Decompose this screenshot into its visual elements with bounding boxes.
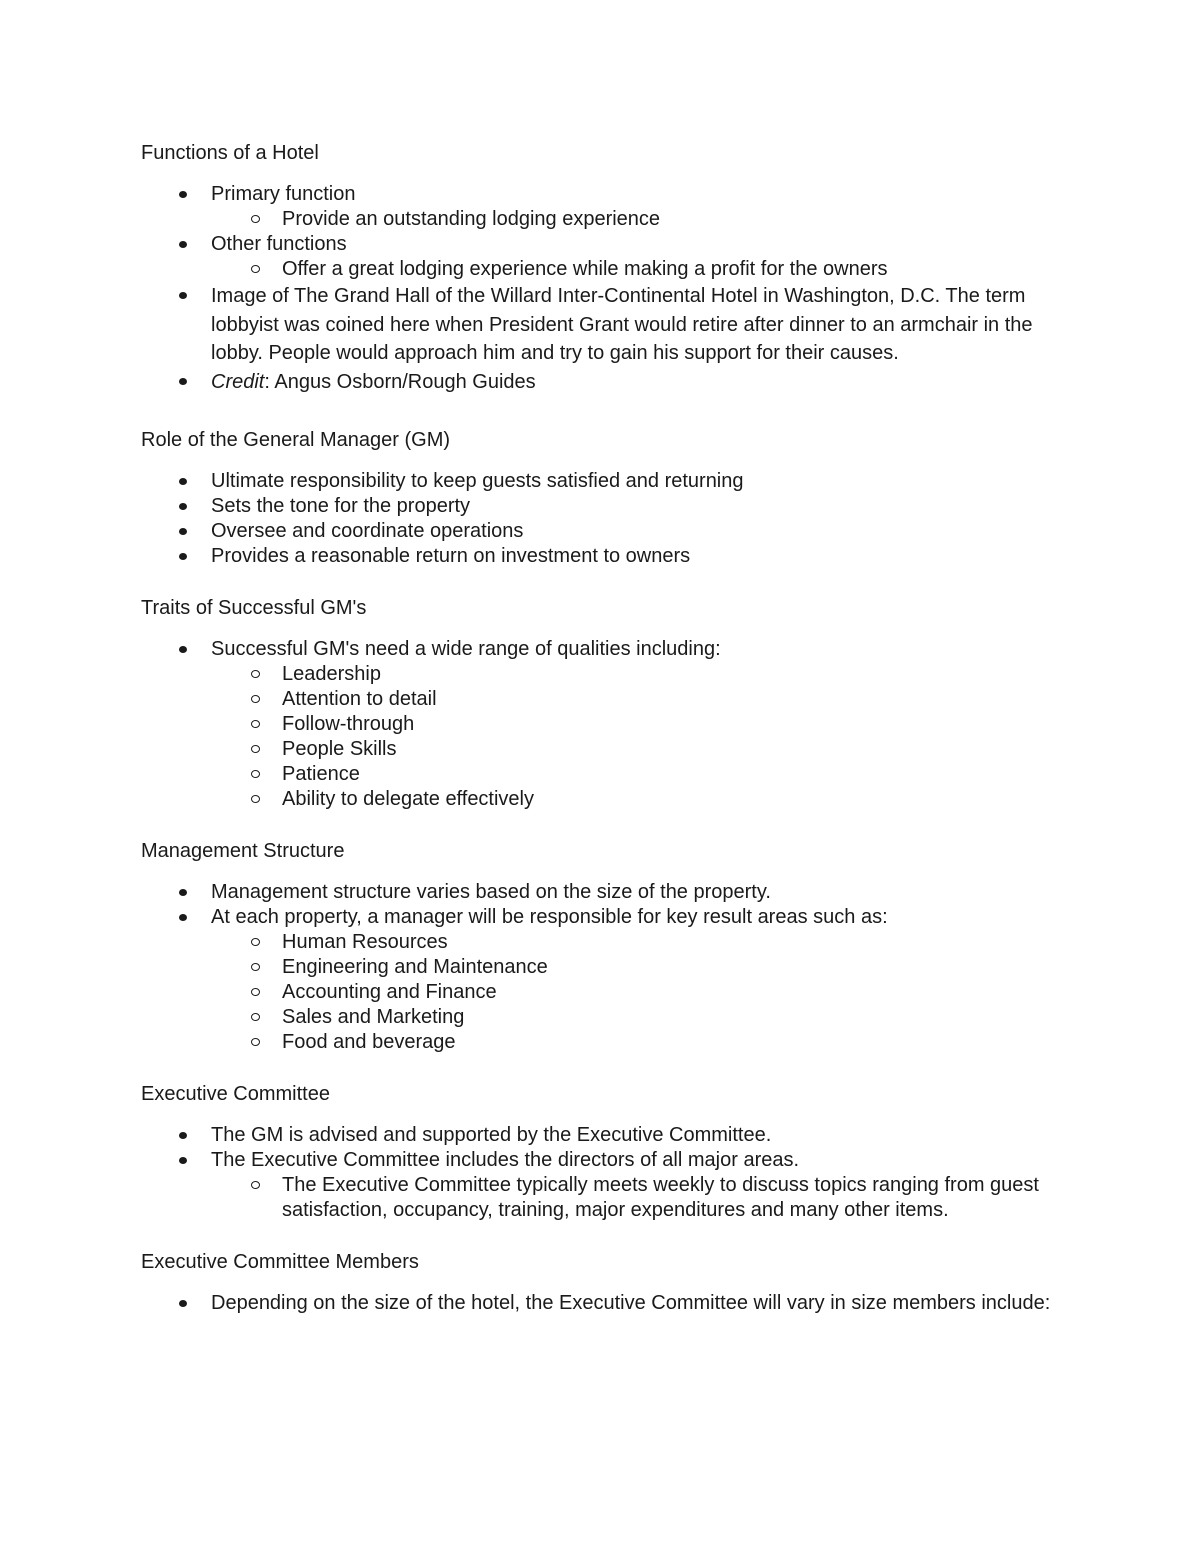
sub-list-item-text: The Executive Committee typically meets weekly to discuss topics ranging from guest satisfaction, occupancy, training, major expenditures and many other items. [282, 1174, 1039, 1221]
sub-list-item-text: Engineering and Maintenance [282, 956, 548, 978]
hollow-bullet-icon [251, 745, 260, 753]
sub-list-item-text: Attention to detail [282, 688, 437, 710]
list-item [141, 544, 1051, 569]
sub-list-item [211, 737, 1051, 762]
section-traits-of-gms [141, 596, 1051, 812]
sub-list-item [211, 712, 1051, 737]
bullet-icon [179, 646, 187, 653]
list-item [141, 232, 1051, 282]
list-item [141, 182, 1051, 232]
section-heading: Executive Committee Members [141, 1251, 419, 1273]
list-item [141, 282, 1051, 368]
hollow-bullet-icon [251, 1038, 260, 1046]
bullet-list [141, 880, 1051, 1055]
hollow-bullet-icon [251, 215, 260, 223]
list-item-text: Primary function [211, 183, 356, 205]
sub-list-item [211, 1030, 1051, 1055]
sub-list-item-text: Offer a great lodging experience while making a profit for the owners [282, 258, 888, 280]
section-executive-committee [141, 1082, 1051, 1223]
bullet-icon [179, 1132, 187, 1139]
list-item [141, 368, 1051, 397]
sub-list-item-text: Human Resources [282, 931, 448, 953]
section-heading: Functions of a Hotel [141, 142, 319, 164]
sub-list-item-text: Food and beverage [282, 1031, 456, 1053]
section-role-of-gm [141, 428, 1051, 569]
bullet-list [141, 1291, 1051, 1316]
bullet-list [141, 182, 1051, 282]
sub-list-item [211, 207, 1051, 232]
list-item [141, 469, 1051, 494]
bullet-icon [179, 914, 187, 921]
hollow-bullet-icon [251, 720, 260, 728]
list-item-text: Management structure varies based on the size of the property. [211, 881, 771, 903]
list-item [141, 1123, 1051, 1148]
hollow-bullet-icon [251, 695, 260, 703]
bullet-list [141, 282, 1051, 396]
sub-list [141, 1173, 1051, 1223]
section-heading: Role of the General Manager (GM) [141, 429, 451, 451]
list-item [141, 637, 1051, 812]
sub-list-item-text: Sales and Marketing [282, 1006, 465, 1028]
hollow-bullet-icon [251, 770, 260, 778]
section-functions-of-a-hotel [141, 141, 1051, 396]
list-item-text: The GM is advised and supported by the Executive Committee. [211, 1124, 772, 1146]
hollow-bullet-icon [251, 265, 260, 273]
hollow-bullet-icon [251, 938, 260, 946]
bullet-icon [179, 292, 187, 299]
bullet-icon [179, 378, 187, 385]
list-item [141, 519, 1051, 544]
bullet-icon [179, 1300, 187, 1307]
list-item [141, 1291, 1051, 1316]
list-item-text: Provides a reasonable return on investment to owners [211, 545, 691, 567]
sub-list-item [211, 662, 1051, 687]
sub-list-item-text: Follow-through [282, 713, 415, 735]
section-executive-committee-members [141, 1250, 1051, 1316]
bullet-icon [179, 478, 187, 485]
sub-list [141, 662, 1051, 812]
list-item-text: Depending on the size of the hotel, the Executive Committee will vary in size members include: [211, 1292, 1051, 1314]
bullet-icon [179, 241, 187, 248]
list-item [141, 905, 1051, 1055]
bullet-list [141, 637, 1051, 812]
sub-list-item-text: Leadership [282, 663, 381, 685]
credit-text: : Angus Osborn/Rough Guides [264, 370, 536, 393]
sub-list-item [211, 257, 1051, 282]
sub-list-item [211, 787, 1051, 812]
list-item-text: Oversee and coordinate operations [211, 520, 524, 542]
hollow-bullet-icon [251, 1013, 260, 1021]
sub-list-item-text: Patience [282, 763, 360, 785]
hollow-bullet-icon [251, 795, 260, 803]
list-item-text: Other functions [211, 233, 347, 255]
bullet-icon [179, 191, 187, 198]
sub-list-item-text: Ability to delegate effectively [282, 788, 535, 810]
sub-list-item [211, 1173, 1051, 1223]
bullet-icon [179, 1157, 187, 1164]
section-heading: Traits of Successful GM's [141, 597, 367, 619]
sub-list [141, 207, 1051, 232]
list-item-text: The Executive Committee includes the directors of all major areas. [211, 1149, 800, 1171]
bullet-icon [179, 889, 187, 896]
sub-list-item [211, 930, 1051, 955]
hollow-bullet-icon [251, 963, 260, 971]
sub-list-item [211, 980, 1051, 1005]
sub-list-item [211, 687, 1051, 712]
sub-list [141, 257, 1051, 282]
list-item [141, 880, 1051, 905]
bullet-icon [179, 503, 187, 510]
bullet-list [141, 1123, 1051, 1223]
section-management-structure [141, 839, 1051, 1055]
list-item-text: At each property, a manager will be responsible for key result areas such as: [211, 906, 888, 928]
list-item [141, 1148, 1051, 1223]
section-heading: Management Structure [141, 840, 345, 862]
hollow-bullet-icon [251, 1181, 260, 1189]
sub-list-item [211, 762, 1051, 787]
section-heading: Executive Committee [141, 1083, 330, 1105]
list-item-text: Image of The Grand Hall of the Willard Inter-Continental Hotel in Washington, D.C. The term lobbyist was coined here when President Grant would retire after dinner to an armchair in the lobby. People would approach him and try to gain his support for their causes. [211, 285, 1033, 364]
sub-list-item [211, 1005, 1051, 1030]
document-body [141, 141, 1051, 1343]
list-item-text: Ultimate responsibility to keep guests satisfied and returning [211, 470, 744, 492]
list-item [141, 494, 1051, 519]
bullet-icon [179, 553, 187, 560]
sub-list-item-text: People Skills [282, 738, 397, 760]
list-item-text: Successful GM's need a wide range of qualities including: [211, 638, 721, 660]
sub-list-item [211, 955, 1051, 980]
list-item-text: Sets the tone for the property [211, 495, 471, 517]
sub-list-item-text: Provide an outstanding lodging experience [282, 208, 661, 230]
credit-label: Credit [211, 370, 265, 393]
sub-list-item-text: Accounting and Finance [282, 981, 497, 1003]
bullet-list [141, 469, 1051, 569]
sub-list [141, 930, 1051, 1055]
bullet-icon [179, 528, 187, 535]
hollow-bullet-icon [251, 670, 260, 678]
hollow-bullet-icon [251, 988, 260, 996]
